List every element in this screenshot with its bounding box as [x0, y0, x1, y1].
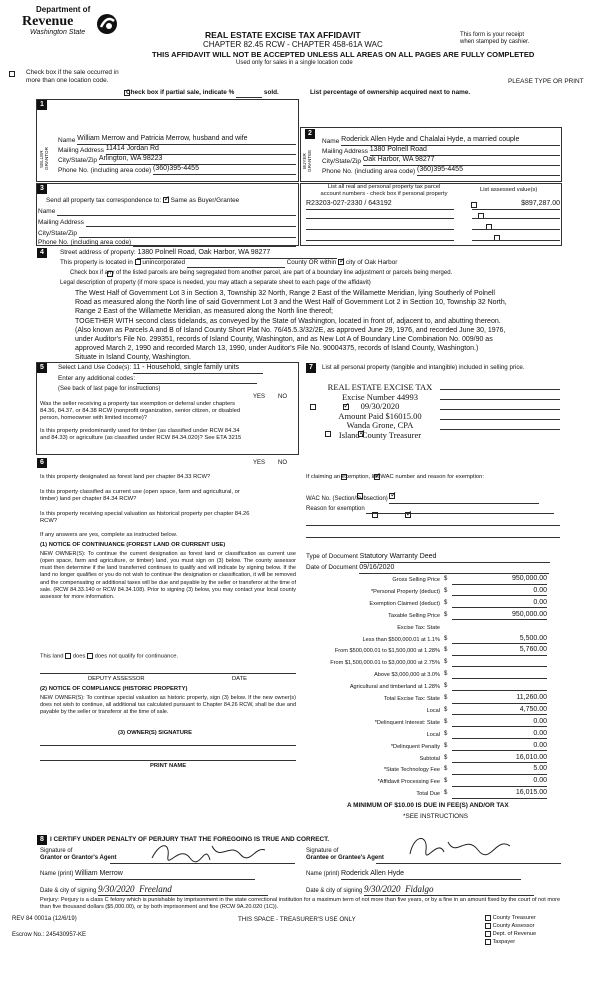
s3-mail-row	[38, 218, 296, 227]
parcel-field-3[interactable]	[306, 222, 454, 230]
same-as-buyer-label: Same as Buyer/Grantee	[170, 197, 240, 204]
s3-city-field[interactable]	[79, 229, 296, 238]
calc-value[interactable]: 0.00	[452, 599, 547, 609]
calc-label: Total Excise Tax: State	[383, 696, 440, 702]
grantor-city: Freeland	[139, 884, 172, 894]
legal-line: The West Half of Government Lot 3 in Section 3, Township 32 North, Range 2 East of the Willamette Meridian, lying Southerly of Polnell	[75, 290, 495, 297]
assessed-field-3[interactable]	[472, 222, 560, 230]
calc-value[interactable]: 950,000.00	[452, 611, 547, 621]
wac-label: WAC No. (Section/Subsection)	[306, 496, 388, 502]
seller-name-row	[58, 135, 296, 145]
notice-continuance-title: (1) NOTICE OF CONTINUANCE (FOREST LAND OR CURRENT USE)	[40, 542, 226, 548]
parcel-header-2: account numbers - check box if personal property	[320, 191, 448, 198]
grantee-signature-scribble	[406, 832, 516, 860]
calc-value[interactable]	[452, 658, 547, 667]
buyer-mail-row	[322, 146, 560, 156]
calc-dollar-sign: $	[444, 671, 448, 678]
copy-dor-label: Dept. of Revenue	[492, 931, 537, 937]
grantee-name-label: Name (print)	[306, 871, 340, 877]
section-8-number: 8	[37, 835, 47, 845]
grantor-sig-label-1: Signature of	[40, 848, 73, 854]
calc-value[interactable]: 0.00	[452, 730, 547, 740]
copy-assessor-checkbox[interactable]	[485, 923, 491, 929]
calc-value[interactable]: 16,015.00	[452, 789, 547, 799]
calc-label: Local	[426, 707, 440, 714]
reason-field[interactable]	[366, 506, 554, 514]
multi-line-2: more than one location code.	[26, 76, 109, 84]
grantor-date-city[interactable]	[98, 884, 268, 896]
grantee-print-name[interactable]: Roderick Allen Hyde	[341, 870, 521, 880]
s6-question-1: Is this property designated as forest land per chapter 84.33 RCW?	[40, 474, 211, 480]
grantor-date-row	[40, 884, 268, 896]
notice-compliance-text: NEW OWNER(S): To continue special valuation as historic property, sign (3) below. If the new owner(s) does not wish to continue, all additional tax calculated pursuant to Chapter 84.26 RCW, shall be due and payable by the seller or transferor at the time of sale.	[40, 695, 296, 716]
assessed-field-2[interactable]	[472, 211, 560, 219]
calc-label: Above $3,000,000 at 3.0%	[374, 672, 440, 679]
doc-type-row	[306, 553, 550, 563]
grantee-sig-label-2: Grantee or Grantee's Agent	[306, 855, 384, 862]
calc-label: Gross Selling Price	[392, 577, 440, 583]
calc-value[interactable]: 5.00	[452, 765, 547, 775]
copy-taxpayer	[485, 938, 536, 946]
legal-description-label: Legal description of property (if more space is needed, you may attach a separate sheet to each page of the affidavit)	[60, 280, 371, 286]
s3-phone-row	[38, 238, 296, 247]
doc-date[interactable]: 09/16/2020	[359, 564, 549, 574]
multi-location-checkbox[interactable]	[9, 71, 15, 77]
form-chapter: CHAPTER 82.45 RCW - CHAPTER 458-61A WAC	[203, 40, 383, 49]
grantor-name-label: Name (print)	[40, 871, 74, 877]
qualify-row	[40, 653, 178, 661]
calc-value[interactable]: 0.00	[452, 742, 547, 752]
grantor-signature[interactable]	[110, 850, 295, 864]
reason-line-2[interactable]	[306, 520, 560, 526]
s3-mail-label: Mailing Address	[38, 219, 84, 226]
assessed-header: List assessed value(s)	[480, 187, 538, 193]
county-label: County OR within	[286, 259, 337, 266]
land-use-row	[58, 364, 263, 374]
grantor-sig-label	[40, 848, 117, 863]
personal-property-line-4[interactable]	[440, 414, 560, 420]
send-correspondence	[46, 197, 239, 205]
deputy-date-label: DATE	[232, 676, 248, 682]
form-title: REAL ESTATE EXCISE TAX AFFIDAVIT	[205, 30, 361, 40]
buyer-city-state-zip[interactable]: Oak Harbor, WA 98277	[363, 156, 560, 166]
calc-dollar-sign: $	[444, 587, 448, 594]
seller-name-label: Name	[58, 136, 76, 144]
calc-dollar-sign: $	[444, 647, 448, 654]
parcel-field-4[interactable]	[306, 233, 454, 241]
seller-phone[interactable]: (360)395-4455	[153, 165, 296, 175]
grantor-date: 9/30/2020	[98, 884, 135, 894]
same-as-buyer-checkbox[interactable]	[163, 197, 169, 203]
calc-dollar-sign: $	[444, 790, 448, 797]
personal-property-line-5[interactable]	[440, 424, 560, 430]
reason-label: Reason for exemption	[306, 506, 365, 512]
multi-line-1: Check box if the sale occurred in	[26, 69, 119, 76]
s6-question-2: Is this property classified as current use (open space, farm and agricultural, or timber) land per chapter 84.34 RCW?	[40, 489, 240, 503]
stamp-line: Island County Treasurer	[338, 429, 422, 440]
calc-dollar-sign: $	[444, 611, 448, 618]
calc-value[interactable]: 4,750.00	[452, 706, 547, 716]
calc-label: Taxable Selling Price	[388, 612, 440, 619]
calc-label: Total Due	[416, 791, 440, 798]
calc-dollar-sign: $	[444, 718, 448, 725]
calc-label: Less than $500,000.01 at 1.1%	[362, 636, 440, 643]
calc-value[interactable]	[452, 682, 547, 691]
minimum-notice: A MINIMUM OF $10.00 IS DUE IN FEE(S) AND/OR TAX	[347, 802, 509, 809]
calc-label: From $1,500,000.01 to $3,000,000 at 2.75%	[330, 660, 440, 667]
city-label: city of Oak Harbor	[345, 259, 398, 266]
stamp-line: Amount Paid $16015.00	[338, 410, 422, 421]
legal-line: TOGETHER WITH second class tidelands, as conveyed by the State of Washington, located in front of, adjacent to, and abutting thereon.	[75, 317, 501, 325]
form-warning: THIS AFFIDAVIT WILL NOT BE ACCEPTED UNLESS ALL AREAS ON ALL PAGES ARE FULLY COMPLETED	[152, 50, 535, 59]
wac-field[interactable]	[389, 496, 539, 504]
seller-phone-row	[58, 165, 296, 175]
calc-value[interactable]: 11,260.00	[452, 694, 547, 704]
legal-line: Range 2 East of the Willamette Meridian, as measured along the North line thereof;	[75, 308, 333, 316]
escrow-number: Escrow No.: 245430957-KE	[12, 932, 87, 938]
copy-treasurer	[485, 914, 536, 922]
buyer-mailing-address[interactable]: 1380 Polnell Road	[370, 146, 560, 156]
send-label: Send all property tax correspondence to:	[46, 197, 162, 204]
legal-line: (Also known as Parcels A and B of Island County Short Plat No. 76/45.5.3/32/2E, as approved June 29, 1976, and recorded June 30, 1976,	[75, 326, 506, 334]
copy-treasurer-label: County Treasurer	[492, 915, 536, 921]
dor-logo-icon	[96, 13, 118, 35]
calc-value[interactable]: 5,500.00	[452, 635, 547, 645]
dor-logo-dept: Department of	[36, 5, 91, 14]
buyer-name[interactable]: Roderick Allen Hyde and Chalalai Hyde, a married couple	[341, 136, 560, 146]
doc-date-label: Date of Document	[306, 564, 358, 571]
s3-phone-field[interactable]	[133, 238, 296, 247]
receipt-line-2: when stamped by cashier.	[460, 39, 530, 46]
deputy-assessor-line[interactable]	[40, 668, 296, 674]
additional-codes-label: Enter any additional codes:	[58, 375, 136, 382]
buyer-city-row	[322, 156, 560, 166]
calc-label: *State Technology Fee	[383, 767, 440, 774]
grantee-city: Fidalgo	[405, 884, 434, 894]
partial-sold: sold.	[263, 89, 279, 96]
partial-text: Check box if partial sale, indicate %	[126, 89, 235, 96]
owner-signature-line[interactable]	[40, 740, 296, 746]
copy-dor	[485, 930, 536, 938]
assessed-value[interactable]: $897,287.00	[472, 200, 560, 210]
calc-label: From $500,000.01 to $1,500,000 at 1.28%	[334, 648, 440, 655]
single-location-note: Used only for sales in a single location code	[236, 60, 353, 66]
seller-side-label: SELLER GRANTOR	[39, 147, 49, 171]
calc-value[interactable]: 0.00	[452, 587, 547, 597]
s6-no-header: NO	[278, 460, 287, 466]
land-use-code[interactable]: 11 - Household, single family units	[133, 364, 263, 374]
notice-continuance-text: NEW OWNER(S): To continue the current designation as forest land or classification as current use (open space, farm and agriculture, or timber) land, you must sign on (3) below. The county assessor must then determine if the land transferred continues to qualify and will indicate by signing below. If the land no longer qualifies or you do not wish to continue the designation or classification, it will be removed and the compensating or additional taxes will be due and payable by the seller or transferor at the time of sale. (RCW 84.33.140 or RCW 84.34.108). Prior to signing (3) below, you may contact your local county assessor for more information.	[40, 551, 296, 600]
dor-logo	[22, 5, 132, 49]
assessed-field-4[interactable]	[472, 233, 560, 241]
calc-value[interactable]: 16,010.00	[452, 754, 547, 764]
calc-dollar-sign: $	[444, 659, 448, 666]
calc-label: *Delinquent Interest: State	[374, 719, 440, 726]
grantee-signature[interactable]	[376, 850, 561, 864]
type-or-print: PLEASE TYPE OR PRINT	[508, 78, 584, 85]
buyer-mail-label: Mailing Address	[322, 147, 368, 155]
ownership-note: List percentage of ownership acquired next to name.	[310, 89, 471, 96]
receipt-line-1: This form is your receipt	[460, 32, 525, 38]
calc-value[interactable]: 0.00	[452, 718, 547, 728]
grantor-signature-scribble	[150, 840, 270, 864]
parcel-header-1: List all real and personal property tax parcel	[327, 184, 441, 190]
calc-label: Excise Tax: State	[397, 624, 440, 631]
s6-yes-header: YES	[253, 460, 266, 466]
seller-city-label: City/State/Zip	[58, 156, 98, 164]
personal-property-line-3[interactable]	[440, 404, 560, 410]
calc-dollar-sign: $	[444, 635, 448, 642]
stamp-line: 09/30/2020	[360, 401, 400, 412]
buyer-phone-row	[322, 166, 560, 176]
stamp-line: REAL ESTATE EXCISE TAX	[327, 382, 433, 392]
grantee-name-row	[306, 870, 521, 880]
personal-property-label: List all personal property (tangible and intangible) included in selling price.	[322, 364, 525, 371]
copy-distribution	[485, 914, 536, 946]
street-label: Street address of property:	[60, 249, 136, 256]
calc-dollar-sign: $	[444, 706, 448, 713]
wac-row	[306, 496, 539, 504]
grantor-name-row	[40, 870, 255, 880]
see-instructions-note: (See back of last page for instructions)	[58, 386, 161, 392]
does-not-label: does not qualify for continuance.	[94, 653, 179, 660]
s5-question-2: Is this property predominantly used for timber (as classified under RCW 84.34 and 84.33) or agriculture (as classified under RCW 84.34.020)? See ETA 3215	[40, 428, 242, 442]
legal-line: under Auditor's File No. 299351, records of Island County, Washington, and as New Lot A of Boundary Line Combination No. 009/90 as	[75, 336, 493, 344]
buyer-name-label: Name	[322, 137, 340, 145]
receipt-note	[460, 32, 529, 47]
section-4-number: 4	[37, 248, 47, 258]
calc-label: Agricultural and timberland at 1.28%	[349, 684, 440, 691]
s3-city-label: City/State/Zip	[38, 230, 78, 237]
calc-dollar-sign: $	[444, 742, 448, 749]
s3-city-row	[38, 229, 296, 238]
reason-line-3[interactable]	[306, 532, 560, 538]
doc-type-label: Type of Document	[306, 553, 358, 560]
print-name-line[interactable]	[40, 755, 296, 761]
land-use-label: Select Land Use Code(s):	[58, 364, 132, 371]
calc-label: *Personal Property (deduct)	[370, 588, 440, 595]
legal-line: Situate in Island County, Washington.	[75, 354, 191, 362]
copy-treasurer-checkbox[interactable]	[485, 915, 491, 921]
calc-label: Subtotal	[419, 755, 440, 762]
seller-mail-label: Mailing Address	[58, 146, 104, 154]
buyer-name-row	[322, 136, 560, 146]
calc-dollar-sign: $	[444, 576, 448, 582]
located-row	[60, 259, 397, 268]
calc-value[interactable]: 5,760.00	[452, 646, 547, 656]
copy-dor-checkbox[interactable]	[485, 931, 491, 937]
copy-taxpayer-checkbox[interactable]	[485, 939, 491, 945]
parcel-field-2[interactable]	[306, 211, 454, 219]
s5-yes-header: YES	[253, 394, 266, 400]
print-name-label: PRINT NAME	[150, 763, 187, 769]
exemption-label: If claiming an exemption, list WAC number and reason for exemption:	[306, 474, 484, 480]
grantor-sig-label-2: Grantor or Grantor's Agent	[40, 855, 117, 862]
county-field[interactable]	[187, 259, 285, 268]
partial-sale-label	[126, 89, 279, 98]
parcel-number[interactable]: R23203-027-2330 / 643192	[306, 200, 454, 210]
doc-type[interactable]: Statutory Warranty Deed	[360, 553, 550, 563]
owner-signature-label: (3) OWNER(S) SIGNATURE	[118, 730, 192, 736]
stamp-line: Excise Number 44993	[341, 391, 418, 402]
calc-value[interactable]	[452, 670, 547, 679]
form-revision: REV 84 0001a (12/6/19)	[12, 916, 77, 922]
copy-assessor-label: County Assessor	[492, 923, 535, 929]
calc-label: *Affidavit Processing Fee	[377, 779, 440, 786]
buyer-city-label: City/State/Zip	[322, 157, 362, 165]
legal-line: Road as measured along the North line of said Government Lot 3 and the West Half of Government Lot 2 in Section 10, Township 32 North,	[75, 299, 507, 307]
grantor-date-label: Date & city of signing	[40, 888, 97, 894]
treasurer-use-label: THIS SPACE - TREASURER'S USE ONLY	[238, 916, 356, 923]
seller-mailing-address[interactable]: 11414 Jordan Rd	[106, 145, 296, 155]
multi-location-label	[26, 69, 119, 85]
section-2-number: 2	[305, 129, 315, 139]
s3-phone-label: Phone No. (including area code)	[38, 239, 132, 246]
seller-name[interactable]: William Merrow and Patricia Merrow, husband and wife	[77, 135, 296, 145]
seller-city-state-zip[interactable]: Arlington, WA 98223	[99, 155, 296, 165]
section-1-number: 1	[37, 100, 47, 110]
calc-dollar-sign: $	[444, 683, 448, 690]
s3-mail-field[interactable]	[86, 218, 296, 227]
dor-logo-revenue: Revenue	[22, 14, 74, 29]
located-label: This property is located in	[60, 259, 133, 266]
section-6-number: 6	[37, 458, 47, 468]
calc-dollar-sign: $	[444, 778, 448, 785]
deputy-assessor-label: DEPUTY ASSESSOR	[88, 676, 145, 682]
s3-name-field[interactable]	[57, 207, 296, 216]
segregated-label: Check box if any of the listed parcels are being segregated from another parcel, are part of a boundary line adjustment or parcels being merged.	[70, 270, 453, 276]
see-instructions: *SEE INSTRUCTIONS	[403, 813, 468, 820]
does-not-qualify-checkbox[interactable]	[87, 653, 93, 659]
s3-name-row	[38, 207, 296, 216]
buyer-side-label: BUYER GRANTEE	[302, 149, 312, 173]
grantee-date-city[interactable]	[364, 884, 534, 896]
s3-name-label: Name	[38, 208, 56, 215]
notice-compliance-title: (2) NOTICE OF COMPLIANCE (HISTORIC PROPERTY)	[40, 686, 188, 692]
dor-logo-state: Washington State	[30, 29, 86, 36]
grantee-date-row	[306, 884, 534, 896]
unincorporated-label: unincorporated	[142, 259, 186, 266]
additional-codes-field[interactable]	[137, 375, 257, 384]
street-address[interactable]: 1380 Polnell Road, Oak Harbor, WA 98277	[137, 249, 337, 259]
does-label: does	[72, 653, 86, 660]
certify-statement: I CERTIFY UNDER PENALTY OF PERJURY THAT THE FOREGOING IS TRUE AND CORRECT.	[50, 836, 330, 843]
grantee-date: 9/30/2020	[364, 884, 401, 894]
legal-description	[75, 289, 560, 363]
calc-dollar-sign: $	[444, 766, 448, 773]
additional-codes-row	[58, 375, 257, 384]
within-city-checkbox[interactable]	[338, 259, 344, 265]
grantee-sig-label-1: Signature of	[306, 848, 339, 854]
s5-no-header: NO	[278, 394, 287, 400]
copy-assessor	[485, 922, 536, 930]
calc-dollar-sign: $	[444, 599, 448, 606]
perjury-notice: Perjury: Perjury is a class C felony which is punishable by imprisonment in the state correctional institution for a maximum term of not more than five years, or by a fine in an amount fixed by the court of not more than five thousand dollars ($5,000.00), or by both imprisonment and fine (RCW 9A.20.020 (1C)).	[40, 897, 561, 911]
copy-taxpayer-label: Taxpayer	[492, 939, 516, 945]
section-7-number: 7	[306, 363, 316, 373]
calc-label: Local	[426, 731, 440, 738]
seller-phone-label: Phone No. (including area code)	[58, 166, 152, 174]
partial-pct-field[interactable]	[236, 89, 262, 98]
calc-value[interactable]: 0.00	[452, 777, 547, 787]
calc-label: Exemption Claimed (deduct)	[369, 600, 440, 607]
seller-mail-row	[58, 145, 296, 155]
calc-dollar-sign: $	[444, 754, 448, 761]
calc-dollar-sign: $	[444, 695, 448, 701]
grantee-date-label: Date & city of signing	[306, 888, 363, 894]
unincorporated-checkbox[interactable]	[135, 259, 141, 265]
grantee-sig-label	[306, 848, 384, 863]
grantor-print-name[interactable]: William Merrow	[75, 870, 255, 880]
stamp-line: Wanda Grone, CPA	[346, 420, 414, 431]
does-qualify-checkbox[interactable]	[65, 653, 71, 659]
calc-dollar-sign: $	[444, 730, 448, 737]
calc-value[interactable]: 950,000.00	[452, 575, 547, 585]
parcel-list-header	[305, 184, 463, 198]
treasurer-stamp	[314, 383, 446, 440]
personal-property-line-2[interactable]	[440, 394, 560, 400]
personal-property-line-1[interactable]	[440, 384, 560, 390]
section-5-number: 5	[37, 363, 47, 373]
reason-row	[306, 506, 554, 514]
buyer-phone-label: Phone No. (including area code)	[322, 167, 416, 175]
s6-question-3: Is this property receiving special valuation as historical property per chapter 84.26 RCW?	[40, 511, 250, 525]
seller-city-row	[58, 155, 296, 165]
if-any-yes: If any answers are yes, complete as instructed below.	[40, 532, 178, 538]
qualify-label: This land	[40, 653, 64, 660]
section-3-number: 3	[37, 184, 47, 194]
s5-question-1: Was the seller receiving a property tax exemption or deferral under chapters 84.36, 84.37, or 84.38 RCW (nonprofit organization, senior citizen, or disabled person, homeowner with limited income)?	[40, 401, 241, 422]
legal-line: approved March 2, 1990 and recorded March 13, 1990, under Auditor's File No. 90004375, records of Island County, Washington.)	[75, 345, 479, 353]
buyer-phone[interactable]: (360)395-4455	[417, 166, 560, 176]
calc-label: *Delinquent Penalty	[390, 743, 440, 750]
street-address-row	[60, 249, 337, 259]
doc-date-row	[306, 564, 549, 574]
